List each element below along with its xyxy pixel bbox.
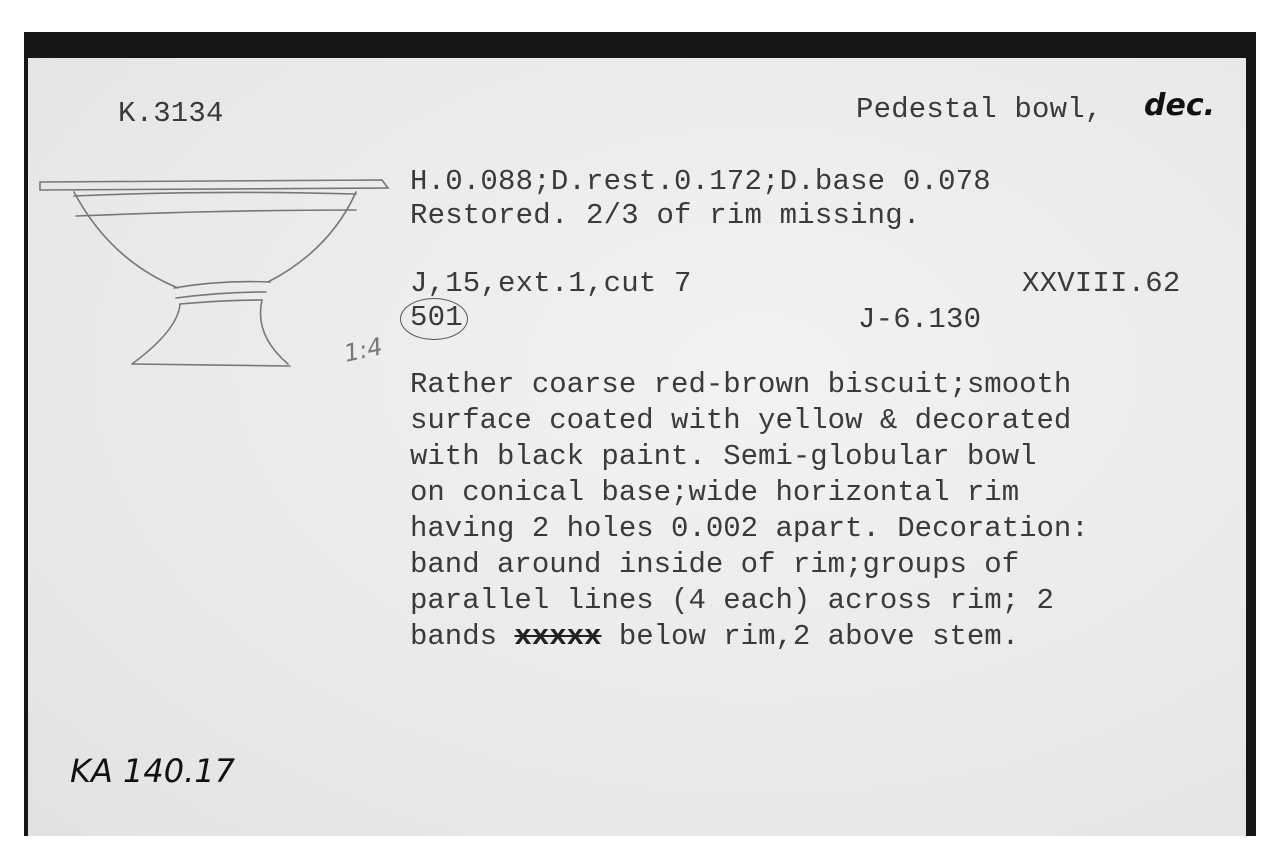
description-line: with black paint. Semi-globular bowl — [410, 440, 1037, 473]
description-last-line — [410, 620, 1019, 653]
field-number: J-6.130 — [858, 303, 982, 336]
condition-line: Restored. 2/3 of rim missing. — [410, 199, 921, 232]
description-line: parallel lines (4 each) across rim; 2 — [410, 584, 1054, 617]
description-line: surface coated with yellow & decorated — [410, 404, 1072, 437]
find-context: J,15,ext.1,cut 7 — [410, 267, 692, 300]
description-last-line-start: bands — [410, 620, 515, 653]
title-handwritten-addition: dec. — [1144, 88, 1216, 123]
struck-out-text: xxxxx — [514, 620, 602, 653]
description-line: having 2 holes 0.002 apart. Decoration: — [410, 512, 1089, 545]
scale-note: 1:4 — [341, 332, 386, 368]
catalog-number: K.3134 — [118, 97, 224, 130]
circle-mark — [400, 298, 468, 340]
description-last-line-end: below rim,2 above stem. — [601, 620, 1020, 653]
circled-number: 501 — [410, 301, 463, 334]
description-line: on conical base;wide horizontal rim — [410, 476, 1020, 509]
notebook-reference: XXVIII.62 — [1022, 267, 1181, 300]
description-line: Rather coarse red-brown biscuit;smooth — [410, 368, 1072, 401]
inventory-number: KA 140.17 — [70, 752, 236, 790]
description-line: band around inside of rim;groups of — [410, 548, 1020, 581]
dimensions-line: H.0.088;D.rest.0.172;D.base 0.078 — [410, 165, 991, 198]
object-title: Pedestal bowl, — [856, 93, 1103, 126]
